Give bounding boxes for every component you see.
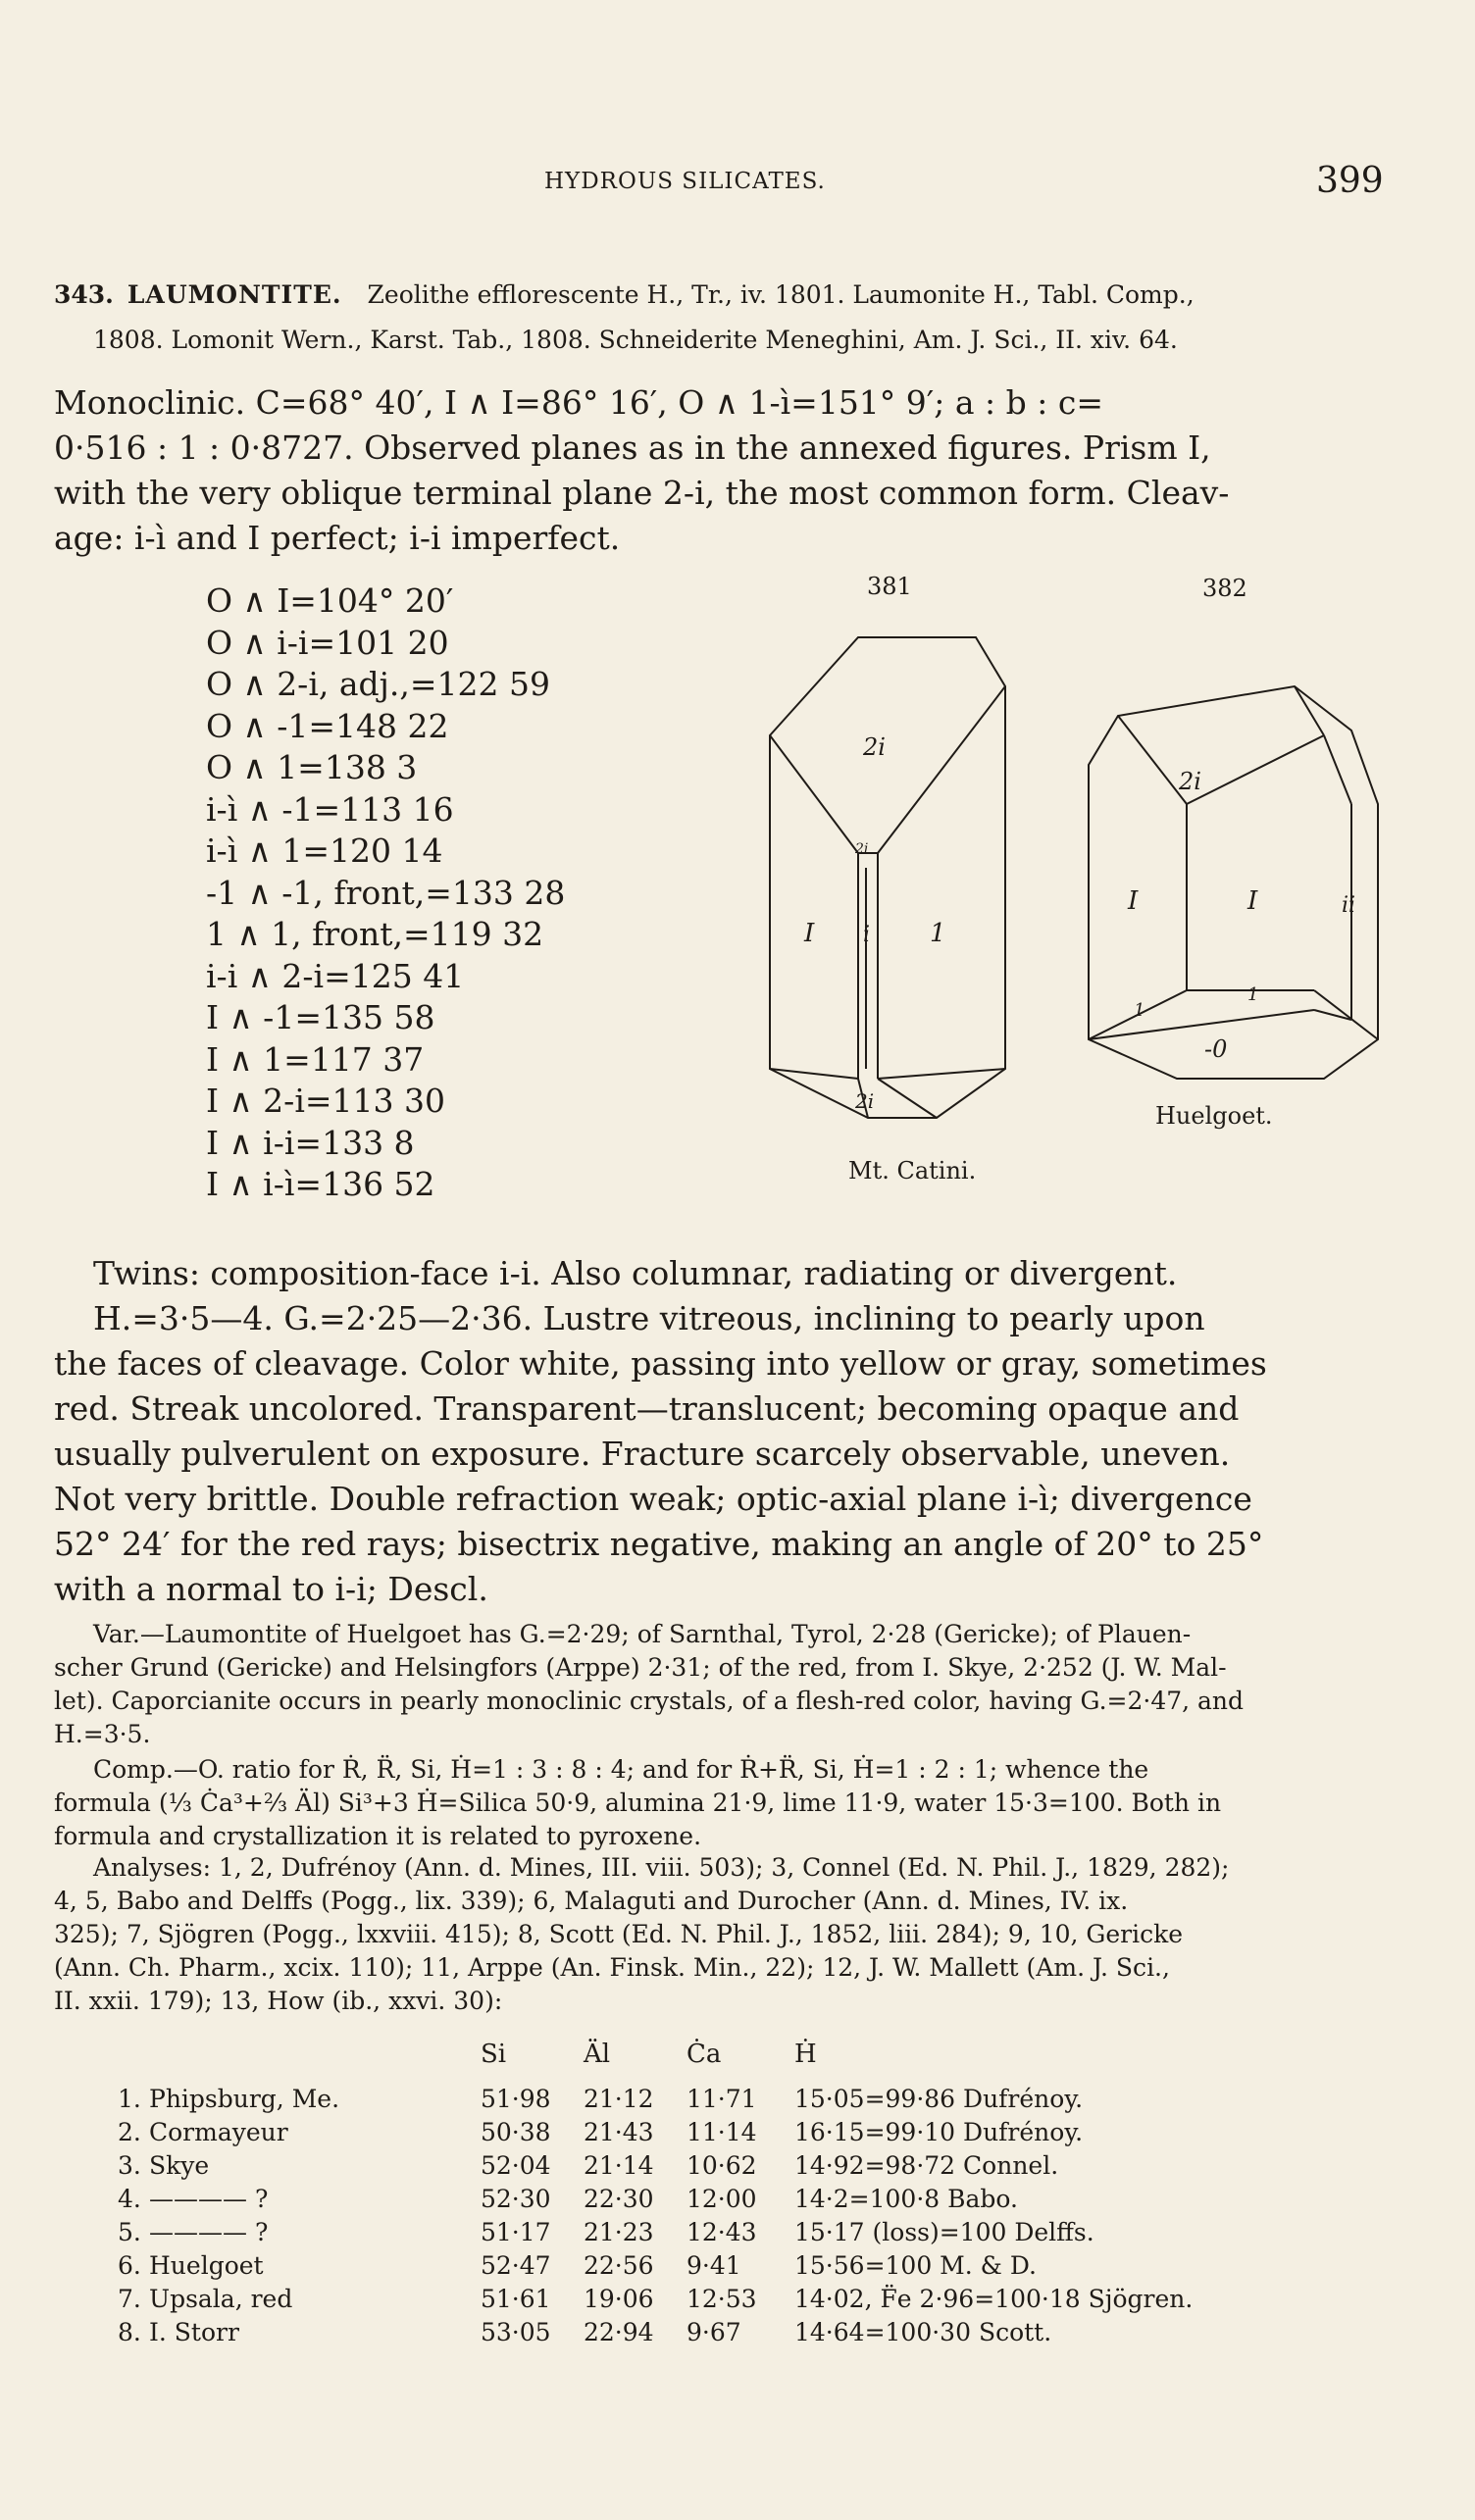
figure-382-caption: Huelgoet. xyxy=(1155,1102,1273,1130)
crystal-edge xyxy=(1118,716,1187,804)
composition-line: formula (⅓ Ċa³+⅔ Äl) Si³+3 Ḣ=Silica 50·9, alumina 21·9, lime 11·9, water 15·3=100. Both in xyxy=(54,1789,1222,1817)
row-si: 51·98 xyxy=(481,2085,551,2113)
row-si: 50·38 xyxy=(481,2118,551,2146)
row-locality: I. Storr xyxy=(149,2318,239,2346)
description-line: the faces of cleavage. Color white, passing into yellow or gray, sometimes xyxy=(54,1344,1267,1383)
row-h: 16·15=99·10 Dufrénoy. xyxy=(794,2118,1084,2146)
analyses-line: (Ann. Ch. Pharm., xcix. 110); 11, Arppe (An. Finsk. Min., 22); 12, J. W. Mallett (Am. J. Sci., xyxy=(54,1953,1170,1982)
row-number: 3. xyxy=(118,2151,141,2180)
face-label: I xyxy=(1247,886,1258,916)
crystal-edge xyxy=(1187,735,1324,804)
angle-item: O ∧ -1=148 22 xyxy=(206,706,449,745)
analyses-line: 4, 5, Babo and Delffs (Pogg., lix. 339); 6, Malaguti and Durocher (Ann. d. Mines, IV. ix. xyxy=(54,1887,1129,1915)
row-locality: Cormayeur xyxy=(149,2118,288,2146)
description-line: 52° 24′ for the red rays; bisectrix negative, making an angle of 20° to 25° xyxy=(54,1525,1264,1563)
row-h: 14·92=98·72 Connel. xyxy=(794,2151,1059,2180)
figure-381-number: 381 xyxy=(867,573,912,600)
face-label: I xyxy=(804,919,815,948)
row-h: 15·56=100 M. & D. xyxy=(794,2251,1037,2280)
column-header-h: Ḣ xyxy=(794,2040,817,2069)
row-ca: 11·71 xyxy=(687,2085,757,2113)
row-h: 14·2=100·8 Babo. xyxy=(794,2185,1018,2213)
row-ca: 9·41 xyxy=(687,2251,741,2280)
crystal-edge xyxy=(878,1079,937,1118)
analyses-line: II. xxii. 179); 13, How (ib., xxvi. 30): xyxy=(54,1987,503,2015)
composition-line: formula and crystallization it is related to pyroxene. xyxy=(54,1822,702,1850)
synonyms-line-2: 1808. Lomonit Wern., Karst. Tab., 1808. Schneiderite Meneghini, Am. J. Sci., II. xiv. 64. xyxy=(93,326,1178,354)
angle-item: I ∧ -1=135 58 xyxy=(206,998,435,1036)
row-ca: 12·53 xyxy=(687,2285,757,2313)
angle-item: O ∧ i-i=101 20 xyxy=(206,623,449,662)
varieties-paragraph xyxy=(54,1618,1388,1751)
table-row xyxy=(0,2185,1475,2218)
description-line: with a normal to i-i; Descl. xyxy=(54,1570,488,1608)
face-label: ii xyxy=(1342,893,1356,918)
angle-item: -1 ∧ -1, front,=133 28 xyxy=(206,873,566,912)
row-ca: 12·00 xyxy=(687,2185,757,2213)
row-number: 8. xyxy=(118,2318,141,2346)
angle-item: i-ì ∧ -1=113 16 xyxy=(206,789,454,829)
table-row xyxy=(0,2218,1475,2251)
page-number: 399 xyxy=(1316,161,1384,201)
description-line: usually pulverulent on exposure. Fracture scarcely observable, uneven. xyxy=(54,1435,1231,1473)
varieties-line: Var.—Laumontite of Huelgoet has G.=2·29; of Sarnthal, Tyrol, 2·28 (Gericke); of Plauen- xyxy=(93,1620,1192,1648)
crystal-edge xyxy=(1324,735,1351,804)
angle-item: 1 ∧ 1, front,=119 32 xyxy=(206,915,544,953)
intro-paragraph xyxy=(54,380,1388,561)
row-h: 15·17 (loss)=100 Delffs. xyxy=(794,2218,1094,2246)
description-line: red. Streak uncolored. Transparent—translucent; becoming opaque and xyxy=(54,1389,1240,1428)
intro-line: 0·516 : 1 : 0·8727. Observed planes as in the annexed figures. Prism I, xyxy=(54,428,1211,467)
figure-382-number: 382 xyxy=(1202,575,1247,602)
crystal-edge xyxy=(1314,990,1378,1039)
analyses-paragraph xyxy=(54,1851,1388,2018)
crystal-edge xyxy=(770,1069,858,1079)
row-locality: Skye xyxy=(149,2151,210,2180)
face-label: 2i xyxy=(1179,768,1201,795)
row-locality: Upsala, red xyxy=(149,2285,293,2313)
description-paragraph xyxy=(54,1251,1388,1612)
running-header: HYDROUS SILICATES. xyxy=(544,169,826,194)
row-si: 52·47 xyxy=(481,2251,551,2280)
crystal-edge xyxy=(878,686,1005,853)
composition-paragraph xyxy=(54,1753,1388,1853)
row-al: 19·06 xyxy=(584,2285,654,2313)
description-line: Not very brittle. Double refraction weak; optic-axial plane i-ì; divergence xyxy=(54,1480,1252,1518)
row-locality: ———— ? xyxy=(149,2218,269,2246)
table-row xyxy=(0,2151,1475,2185)
table-row xyxy=(0,2318,1475,2351)
angle-item: I ∧ i-ì=136 52 xyxy=(206,1165,435,1203)
row-al: 22·56 xyxy=(584,2251,654,2280)
table-header-row xyxy=(0,2040,1475,2073)
column-header-si: Si xyxy=(481,2040,507,2069)
face-label: 2i xyxy=(855,841,869,857)
figure-381-crystal xyxy=(765,628,1020,1137)
row-si: 51·17 xyxy=(481,2218,551,2246)
row-number: 1. xyxy=(118,2085,141,2113)
row-ca: 10·62 xyxy=(687,2151,757,2180)
row-si: 52·04 xyxy=(481,2151,551,2180)
row-number: 7. xyxy=(118,2285,141,2313)
species-number: 343. xyxy=(54,280,114,309)
analyses-line: 325); 7, Sjögren (Pogg., lxxviii. 415); 8, Scott (Ed. N. Phil. J., 1852, liii. 284); 9, 10, Gericke xyxy=(54,1920,1184,1948)
row-h: 14·02, F̈e 2·96=100·18 Sjögren. xyxy=(794,2285,1194,2313)
row-al: 21·23 xyxy=(584,2218,654,2246)
description-line: Twins: composition-face i-i. Also columnar, radiating or divergent. xyxy=(93,1254,1178,1292)
composition-line: Comp.—O. ratio for Ṙ, R̈, Si, Ḣ=1 : 3 : 8 : 4; and for Ṙ+R̈, Si, Ḣ=1 : 2 : 1; whence the xyxy=(93,1755,1149,1784)
table-row xyxy=(0,2285,1475,2318)
varieties-line: H.=3·5. xyxy=(54,1720,151,1748)
row-number: 2. xyxy=(118,2118,141,2146)
varieties-line: scher Grund (Gericke) and Helsingfors (Arppe) 2·31; of the red, from I. Skye, 2·252 (J. W. Mal- xyxy=(54,1653,1227,1682)
face-label: i xyxy=(863,923,871,947)
angle-item: I ∧ 1=117 37 xyxy=(206,1039,425,1079)
intro-line: Monoclinic. C=68° 40′, I ∧ I=86° 16′, O ∧ 1-ì=151° 9′; a : b : c= xyxy=(54,383,1104,422)
table-row xyxy=(0,2118,1475,2151)
figure-382-crystal xyxy=(1079,677,1383,1088)
intro-line: age: i-ì and I perfect; i-i imperfect. xyxy=(54,519,621,557)
row-locality: Phipsburg, Me. xyxy=(149,2085,340,2113)
synonyms-line-1: Zeolithe efflorescente H., Tr., iv. 1801. Laumonite H., Tabl. Comp., xyxy=(367,280,1195,309)
face-label: 2i xyxy=(855,1089,875,1113)
row-al: 22·94 xyxy=(584,2318,654,2346)
face-label: -0 xyxy=(1204,1035,1228,1063)
row-al: 21·43 xyxy=(584,2118,654,2146)
row-number: 4. xyxy=(118,2185,141,2213)
angle-item: O ∧ 1=138 3 xyxy=(206,748,418,786)
row-h: 15·05=99·86 Dufrénoy. xyxy=(794,2085,1084,2113)
crystal-edge xyxy=(1295,686,1324,735)
face-label: I xyxy=(1128,886,1139,916)
figure-381-caption: Mt. Catini. xyxy=(848,1157,977,1184)
table-row xyxy=(0,2085,1475,2118)
face-label: 1 xyxy=(1247,984,1259,1005)
species-name: LAUMONTITE. xyxy=(127,280,342,309)
crystal-edge xyxy=(1089,1010,1314,1039)
analyses-line: Analyses: 1, 2, Dufrénoy (Ann. d. Mines, III. viii. 503); 3, Connel (Ed. N. Phil. J., 1829, 282); xyxy=(93,1853,1230,1882)
angle-item: O ∧ 2-i, adj.,=122 59 xyxy=(206,665,550,703)
row-al: 21·14 xyxy=(584,2151,654,2180)
row-number: 6. xyxy=(118,2251,141,2280)
row-h: 14·64=100·30 Scott. xyxy=(794,2318,1052,2346)
table-row xyxy=(0,2251,1475,2285)
row-locality: ———— ? xyxy=(149,2185,269,2213)
angle-item: i-i ∧ 2-i=125 41 xyxy=(206,956,465,995)
row-number: 5. xyxy=(118,2218,141,2246)
intro-line: with the very oblique terminal plane 2-i, the most common form. Cleav- xyxy=(54,474,1230,512)
row-al: 21·12 xyxy=(584,2085,654,2113)
row-si: 53·05 xyxy=(481,2318,551,2346)
row-si: 52·30 xyxy=(481,2185,551,2213)
angle-item: i-ì ∧ 1=120 14 xyxy=(206,832,443,870)
angle-item: O ∧ I=104° 20′ xyxy=(206,581,454,620)
face-label: 2i xyxy=(863,733,886,761)
angle-item: I ∧ 2-i=113 30 xyxy=(206,1082,445,1120)
crystal-outline xyxy=(770,637,1005,1118)
column-header-ca: Ċa xyxy=(687,2040,722,2069)
row-ca: 11·14 xyxy=(687,2118,757,2146)
column-header-al: Äl xyxy=(584,2040,611,2069)
description-line: H.=3·5—4. G.=2·25—2·36. Lustre vitreous, inclining to pearly upon xyxy=(93,1299,1205,1337)
crystal-edge xyxy=(770,735,858,853)
analyses-table xyxy=(0,2040,1475,2363)
row-locality: Huelgoet xyxy=(149,2251,264,2280)
crystal-edge xyxy=(878,1069,1005,1079)
varieties-line: let). Caporcianite occurs in pearly monoclinic crystals, of a flesh-red color, having G.=2·47, and xyxy=(54,1687,1245,1715)
row-si: 51·61 xyxy=(481,2285,551,2313)
face-label: 1 xyxy=(930,919,946,948)
species-heading xyxy=(54,280,1195,309)
row-ca: 12·43 xyxy=(687,2218,757,2246)
angle-item: I ∧ i-i=133 8 xyxy=(206,1123,415,1162)
angle-list xyxy=(206,580,565,1206)
row-al: 22·30 xyxy=(584,2185,654,2213)
row-ca: 9·67 xyxy=(687,2318,741,2346)
face-label: 1 xyxy=(1134,1000,1145,1021)
